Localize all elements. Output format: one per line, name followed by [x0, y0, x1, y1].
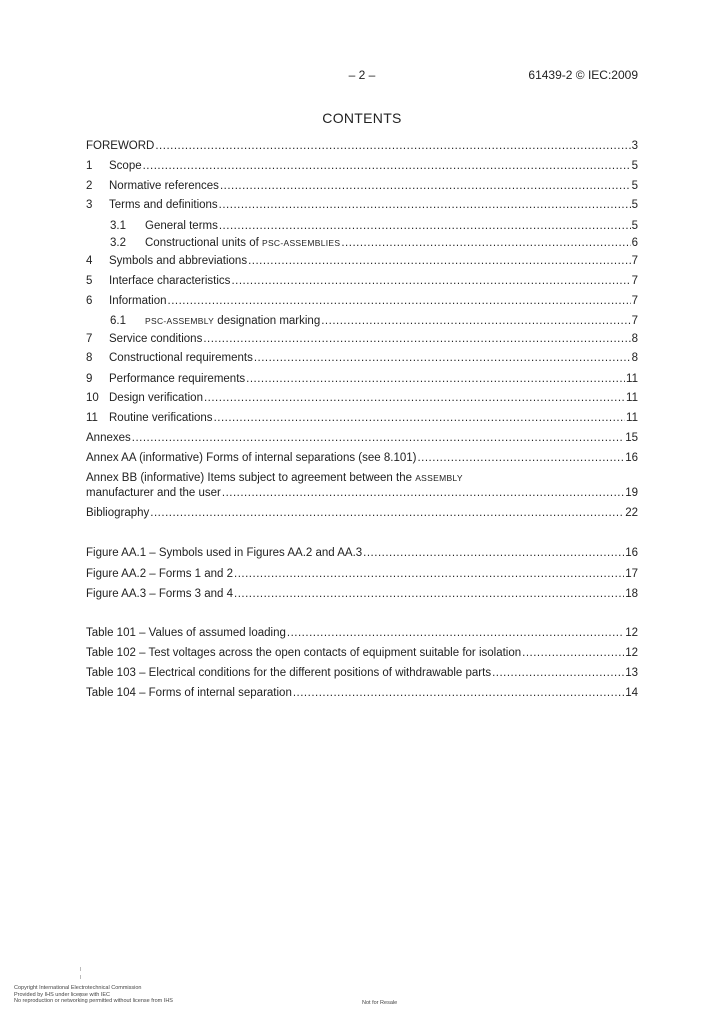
- toc-entry-scope[interactable]: 1 Scope ..... 5: [86, 158, 638, 174]
- toc-entry-annex-bb-line1[interactable]: Annex BB (informative) Items subject to agreement between the ASSEMBLY: [86, 472, 463, 484]
- table-entry[interactable]: Table 103 – Electrical conditions for the different positions of withdrawable parts ..... 13: [86, 665, 638, 681]
- figure-entry[interactable]: Figure AA.3 – Forms 3 and 4 ..... 18: [86, 586, 638, 602]
- toc-entry-annexes[interactable]: Annexes ..... 15: [86, 430, 638, 446]
- toc-entry-symbols-abbreviations[interactable]: 4 Symbols and abbreviations ..... 7: [86, 253, 638, 269]
- toc-entry-terms-definitions[interactable]: 3 Terms and definitions ..... 5: [86, 197, 638, 213]
- toc-entry-normative-references[interactable]: 2 Normative references ..... 5: [86, 178, 638, 194]
- toc-entry-bibliography[interactable]: Bibliography ..... 22: [86, 505, 638, 521]
- page-header-number: – 2 –: [348, 68, 376, 82]
- toc-entry-performance-requirements[interactable]: 9 Performance requirements ..... 11: [86, 371, 638, 387]
- toc-entry-information[interactable]: 6 Information ..... 7: [86, 293, 638, 309]
- toc-entry-annex-bb-line2[interactable]: manufacturer and the user ..... 19: [86, 485, 638, 501]
- table-entry[interactable]: Table 104 – Forms of internal separation ..... 14: [86, 685, 638, 701]
- toc-entry-designation-marking[interactable]: 6.1 PSC-ASSEMBLY designation marking ..... 7: [86, 313, 638, 329]
- margin-tick: [80, 975, 81, 979]
- toc-entry-interface-characteristics[interactable]: 5 Interface characteristics ..... 7: [86, 273, 638, 289]
- toc-entry-service-conditions[interactable]: 7 Service conditions ..... 8: [86, 331, 638, 347]
- table-entry[interactable]: Table 102 – Test voltages across the open contacts of equipment suitable for isolation ..... 12: [86, 645, 638, 661]
- toc-entry-annex-aa[interactable]: Annex AA (informative) Forms of internal separations (see 8.101) ..... 16: [86, 450, 638, 466]
- toc-entry-constructional-units[interactable]: 3.2 Constructional units of PSC-ASSEMBLIES ..... 6: [86, 235, 638, 251]
- page-title: CONTENTS: [322, 110, 402, 126]
- copyright-footer: Copyright International Electrotechnical Commission Provided by IHS under license with IEC No reproduction or networking permitted without license from IHS: [14, 985, 173, 1004]
- toc-entry-design-verification[interactable]: 10 Design verification ..... 11: [86, 390, 638, 406]
- page-header-standard: 61439-2 © IEC:2009: [528, 68, 638, 82]
- figure-entry[interactable]: Figure AA.1 – Symbols used in Figures AA.2 and AA.3 ..... 16: [86, 545, 638, 561]
- toc-entry-constructional-requirements[interactable]: 8 Constructional requirements ..... 8: [86, 350, 638, 366]
- margin-tick: [80, 967, 81, 971]
- table-entry[interactable]: Table 101 – Values of assumed loading ..... 12: [86, 625, 638, 641]
- toc-entry-foreword[interactable]: FOREWORD ..... 3: [86, 138, 638, 154]
- toc-entry-general-terms[interactable]: 3.1 General terms ..... 5: [86, 218, 638, 234]
- toc-entry-routine-verifications[interactable]: 11 Routine verifications ..... 11: [86, 410, 638, 426]
- figure-entry[interactable]: Figure AA.2 – Forms 1 and 2 ..... 17: [86, 566, 638, 582]
- resale-notice: Not for Resale: [362, 1000, 398, 1006]
